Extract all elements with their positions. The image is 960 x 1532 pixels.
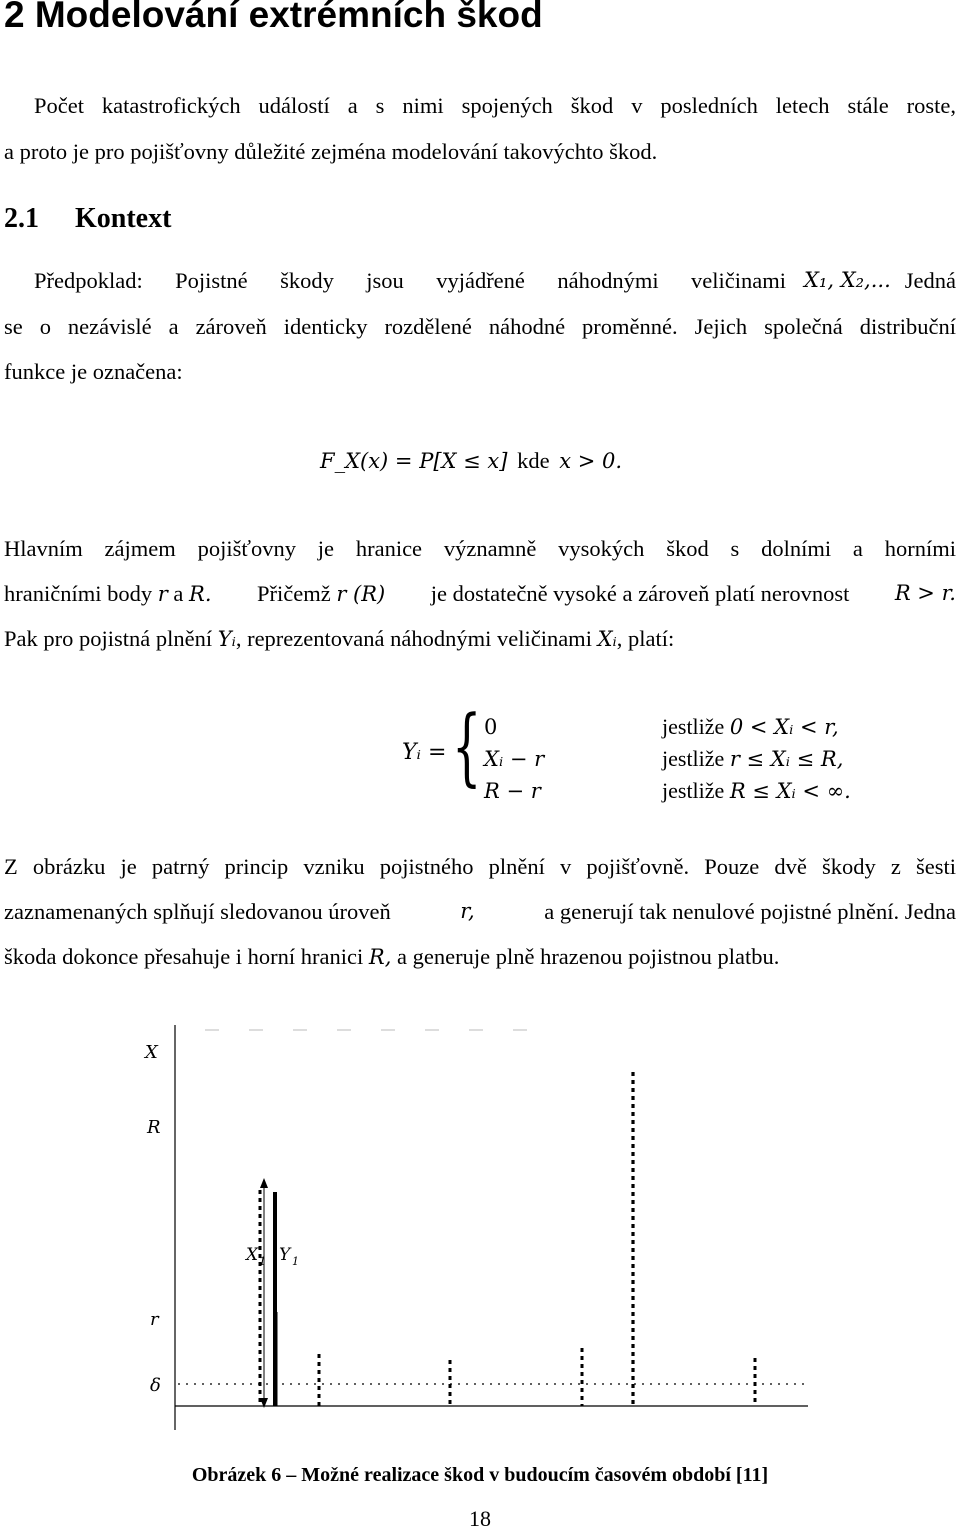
chapter-heading: 2 Modelování extrémních škod: [4, 0, 543, 35]
interest-text-l3b: , reprezentovaná náhodnými veličinami: [235, 626, 592, 651]
claims-figure: [0, 1020, 960, 1450]
case-value-2: Xᵢ − r: [484, 747, 545, 771]
interest-line-2: [4, 581, 956, 607]
section-number: 2.1: [4, 203, 39, 234]
case-value-3: R − r: [484, 779, 541, 803]
case-cond-2: r ≤ Xᵢ ≤ R,: [729, 747, 844, 771]
x1-arrow-head-up: [260, 1178, 268, 1188]
interest-text-l3a: Pak pro pojistná plnění: [4, 626, 213, 651]
context-line-2: se o nezávislé a zároveň identicky rozdělené náhodné proměnné. Jejich společná distribuční: [4, 314, 956, 339]
bar-label-x1-sub: 1: [259, 1255, 266, 1268]
level-label-delta: δ: [150, 1375, 161, 1396]
closing-text-c: škoda dokonce přesahuje i horní hranici: [4, 944, 364, 969]
piecewise-values: [484, 711, 544, 807]
closing-text-b: a generují tak nenulové pojistné plnění. Jedna: [544, 899, 956, 924]
math-r-R: r (R): [336, 582, 386, 606]
context-line-1: [4, 268, 956, 294]
level-label-R: R: [147, 1117, 161, 1138]
case-cond-1: 0 < Xᵢ < r,: [729, 715, 839, 739]
interest-text-b: Přičemž: [257, 581, 331, 606]
math-r: r: [157, 582, 168, 606]
context-text: Předpoklad: Pojistné škody jsou vyjádřené náhodnými veličinami: [34, 268, 786, 293]
level-label-r: r: [150, 1309, 159, 1330]
math-Yi: Yᵢ: [217, 627, 236, 651]
closing-line-1: Z obrázku je patrný princip vzniku pojistného plnění v pojišťovně. Pouze dvě škody z šesti: [4, 854, 956, 879]
case-value-1: 0: [484, 715, 498, 739]
section-title: Kontext: [75, 203, 172, 234]
figure-caption: Obrázek 6 – Možné realizace škod v budoucím časovém období [11]: [191, 1464, 769, 1486]
case-cond-3: R ≤ Xᵢ < ∞.: [729, 779, 851, 803]
math-Xi: Xᵢ: [597, 627, 617, 651]
closing-text-d: a generuje plně hrazenou pojistnou platbu.: [397, 944, 780, 969]
interest-text-a: hraničními body: [4, 581, 153, 606]
math-R: R.: [189, 582, 212, 606]
closing-line-3: [4, 944, 956, 970]
cdf-lhs: F_X(x) = P[X ≤ x]: [320, 449, 508, 473]
section-heading: [4, 203, 171, 235]
interest-and: a: [173, 581, 184, 606]
cdf-formula: [320, 448, 622, 474]
context-jedna: Jedná: [904, 268, 956, 293]
interest-text-c: je dostatečně vysoké a zároveň platí nerovnost: [430, 581, 850, 606]
cdf-kde: kde: [517, 448, 550, 473]
piecewise-lhs: Yᵢ =: [402, 740, 447, 765]
bar-label-y1: Y: [279, 1245, 291, 1265]
math-R-comma: R,: [368, 945, 392, 969]
closing-text-a: zaznamenaných splňují sledovanou úroveň: [4, 899, 391, 924]
piecewise-conditions: [662, 711, 851, 807]
left-brace: {: [452, 697, 482, 795]
case-word-3: jestliže: [662, 778, 725, 803]
case-word-1: jestliže: [662, 714, 725, 739]
context-line-3: funkce je označena:: [4, 359, 183, 384]
page-number: 18: [469, 1506, 491, 1531]
intro-line-1: Počet katastrofických událostí a s nimi spojených škod v posledních letech stále roste,: [34, 93, 956, 118]
case-word-2: jestliže: [662, 746, 725, 771]
math-inequality: R > r.: [894, 581, 956, 605]
interest-line-1: Hlavním zájmem pojišťovny je hranice významně vysokých škod s dolními a horními: [4, 536, 956, 561]
math-r-comma: r,: [460, 899, 475, 923]
math-x-sequence: X₁, X₂,...: [803, 268, 891, 292]
interest-line-3: [4, 626, 956, 652]
cdf-rhs: x > 0.: [559, 449, 623, 473]
interest-text-l3c: , platí:: [616, 626, 675, 651]
y-axis-label: X: [145, 1042, 158, 1063]
bar-label-y1-sub: 1: [292, 1255, 299, 1268]
closing-line-2: [4, 899, 956, 925]
bar-label-x1: X: [246, 1245, 259, 1265]
intro-line-2: a proto je pro pojišťovny důležité zejména modelování takovýchto škod.: [4, 139, 658, 164]
